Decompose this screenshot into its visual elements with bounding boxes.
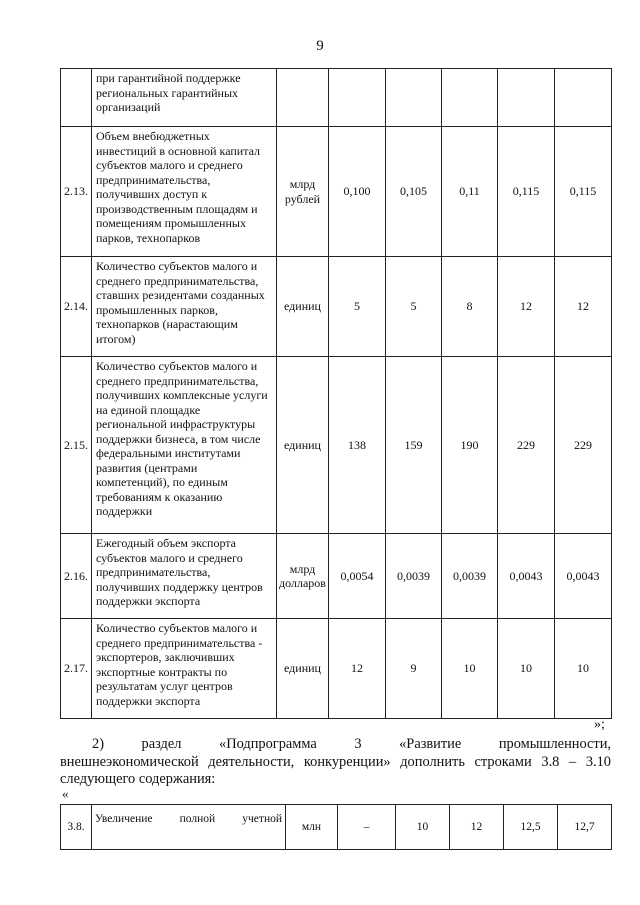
row-value: 12 bbox=[498, 257, 555, 357]
row-description: Количество субъектов малого и среднего предпринимательства, получивших комплексные услуги на единой площадке региональной инфраструктуры поддержки бизнеса, в том числе федеральными институтами развития (центрами компетенций), по единым требованиям к оказанию поддержки bbox=[92, 357, 277, 534]
row-value bbox=[498, 69, 555, 127]
row-value: 0,0043 bbox=[498, 534, 555, 619]
row-number bbox=[61, 69, 92, 127]
row-value: 0,11 bbox=[442, 127, 498, 257]
row-description: Количество субъектов малого и среднего предпринимательства, ставших резидентами созданных промышленных парков, технопарков (нарастающим итогом) bbox=[92, 257, 277, 357]
row-unit: млрд рублей bbox=[277, 127, 329, 257]
paragraph-rest: внешнеэкономической деятельности, конкуренции» дополнить строками 3.8 – 3.10 следующего содержания: bbox=[60, 753, 611, 787]
row-unit: единиц bbox=[277, 619, 329, 719]
table-row bbox=[61, 127, 612, 257]
row-description: Объем внебюджетных инвестиций в основной капитал субъектов малого и среднего предпринимательства, получивших доступ к производственным площадям и помещениям промышленных парков, технопарков bbox=[92, 127, 277, 257]
row-value: 10 bbox=[396, 805, 450, 850]
table-row bbox=[61, 619, 612, 719]
row-unit bbox=[277, 69, 329, 127]
row-value: 0,0039 bbox=[442, 534, 498, 619]
row-number: 3.8. bbox=[61, 805, 92, 850]
row-value: 10 bbox=[498, 619, 555, 719]
page-number: 9 bbox=[316, 38, 324, 54]
row-value: 0,100 bbox=[329, 127, 386, 257]
row-value: 190 bbox=[442, 357, 498, 534]
row-unit: млн bbox=[286, 805, 338, 850]
row-unit: единиц bbox=[277, 357, 329, 534]
row-value: 12 bbox=[555, 257, 612, 357]
row-number: 2.16. bbox=[61, 534, 92, 619]
row-unit: единиц bbox=[277, 257, 329, 357]
table-row bbox=[61, 357, 612, 534]
row-value: 0,115 bbox=[498, 127, 555, 257]
row-number: 2.17. bbox=[61, 619, 92, 719]
row-value: 10 bbox=[555, 619, 612, 719]
table-row bbox=[61, 69, 612, 127]
row-value: 5 bbox=[386, 257, 442, 357]
row-value: 12,7 bbox=[558, 805, 612, 850]
row-unit: млрд долларов bbox=[277, 534, 329, 619]
amendment-paragraph bbox=[60, 736, 611, 789]
row-number: 2.15. bbox=[61, 357, 92, 534]
row-value: 5 bbox=[329, 257, 386, 357]
row-value: 229 bbox=[498, 357, 555, 534]
row-value bbox=[386, 69, 442, 127]
row-value: – bbox=[338, 805, 396, 850]
row-value: 0,115 bbox=[555, 127, 612, 257]
row-value: 10 bbox=[442, 619, 498, 719]
subprogram-table bbox=[60, 804, 612, 850]
row-value: 0,0054 bbox=[329, 534, 386, 619]
row-value: 229 bbox=[555, 357, 612, 534]
paragraph-first-line: 2) раздел «Подпрограмма 3 «Развитие промышленности, bbox=[92, 736, 611, 752]
row-description: Увеличение полной учетной bbox=[92, 805, 286, 850]
row-value: 0,0039 bbox=[386, 534, 442, 619]
row-value: 12,5 bbox=[504, 805, 558, 850]
row-value: 0,0043 bbox=[555, 534, 612, 619]
row-description: Ежегодный объем экспорта субъектов малого и среднего предпринимательства, получивших поддержку центров поддержки экспорта bbox=[92, 534, 277, 619]
row-value: 138 bbox=[329, 357, 386, 534]
row-value: 8 bbox=[442, 257, 498, 357]
indicators-table bbox=[60, 68, 612, 719]
row-value: 12 bbox=[329, 619, 386, 719]
row-value bbox=[442, 69, 498, 127]
row-value: 9 bbox=[386, 619, 442, 719]
row-number: 2.14. bbox=[61, 257, 92, 357]
table-row bbox=[61, 257, 612, 357]
table-row bbox=[61, 805, 612, 850]
row-description: при гарантийной поддержке региональных гарантийных организаций bbox=[92, 69, 277, 127]
opening-quote: « bbox=[62, 786, 69, 801]
row-value bbox=[329, 69, 386, 127]
row-value: 0,105 bbox=[386, 127, 442, 257]
closing-quote: »; bbox=[594, 717, 605, 732]
table-row bbox=[61, 534, 612, 619]
row-value: 159 bbox=[386, 357, 442, 534]
row-value: 12 bbox=[450, 805, 504, 850]
row-value bbox=[555, 69, 612, 127]
row-number: 2.13. bbox=[61, 127, 92, 257]
row-description: Количество субъектов малого и среднего предпринимательства - экспортеров, заключивших экспортные контракты по результатам услуг центров поддержки экспорта bbox=[92, 619, 277, 719]
